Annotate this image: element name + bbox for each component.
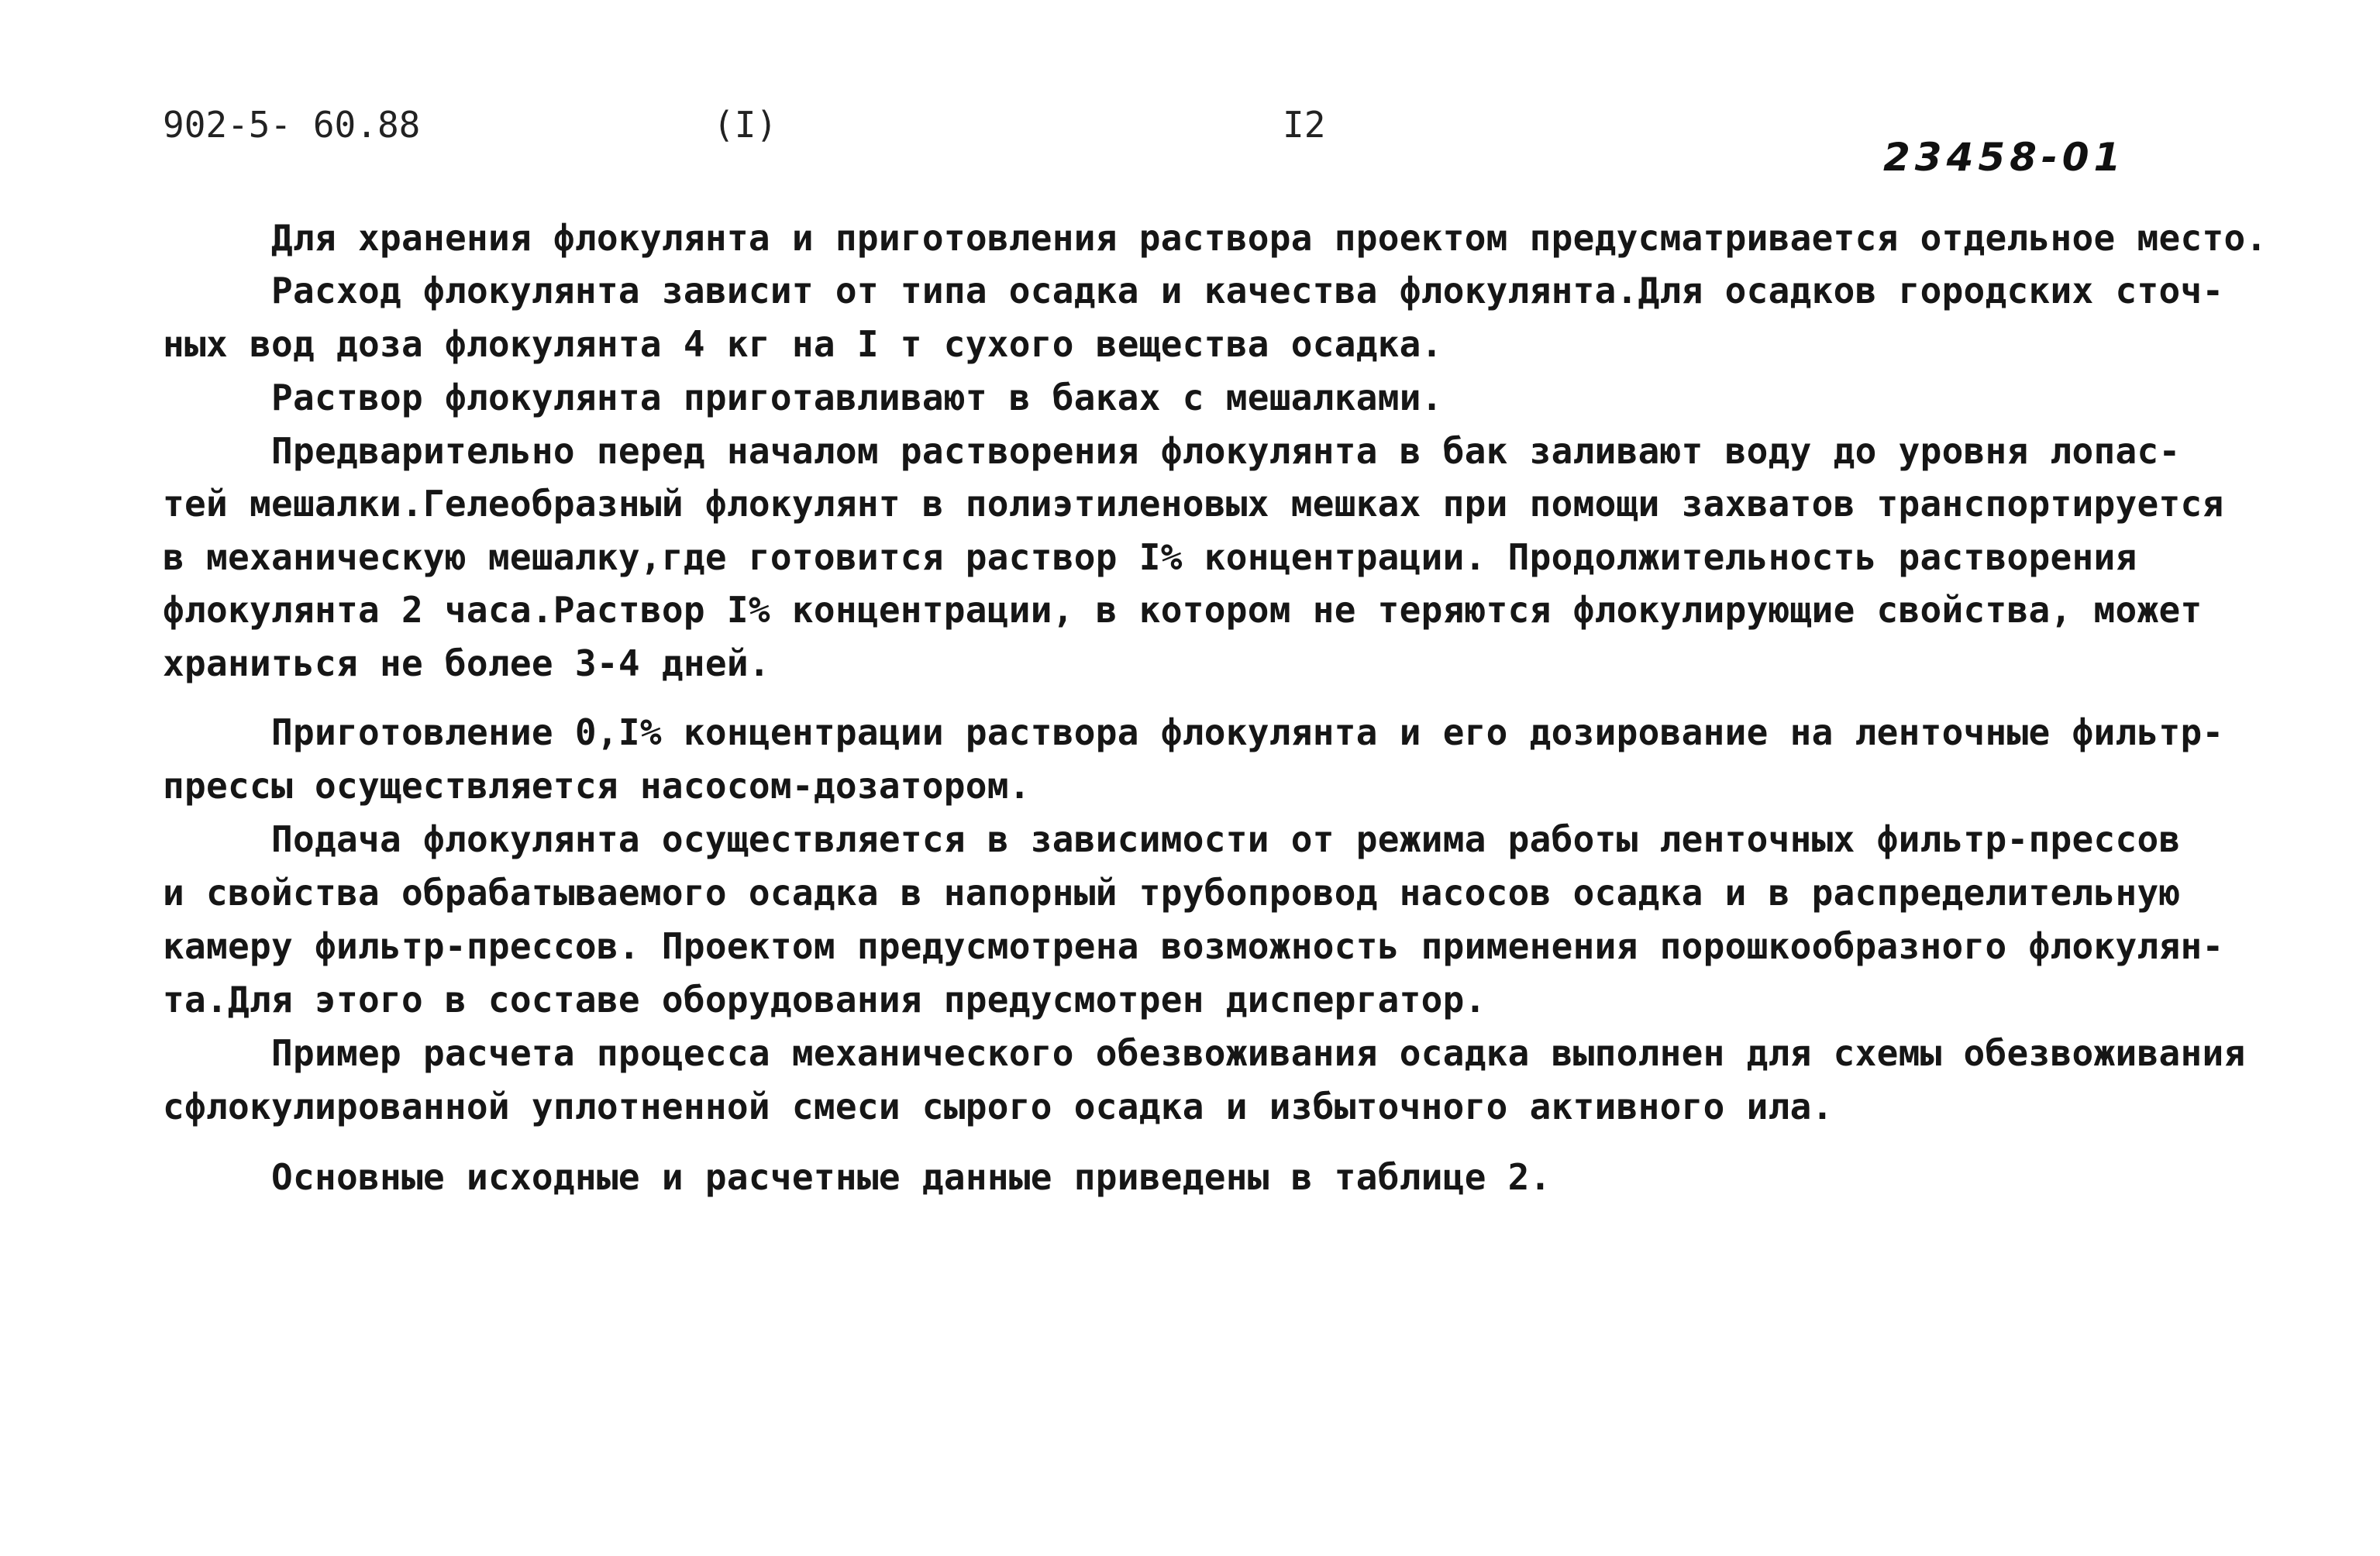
text-line-1: Для хранения флокулянта и приготовления раствора проектом предусматривается отдельное место. bbox=[271, 217, 2268, 259]
text-line-18: Основные исходные и расчетные данные приведены в таблице 2. bbox=[271, 1156, 1552, 1198]
text-line-15: та.Для этого в составе оборудования предусмотрен диспергатор. bbox=[163, 979, 1486, 1021]
text-line-3: ных вод доза флокулянта 4 кг на I т сухого вещества осадка. bbox=[163, 323, 1443, 365]
handwritten-stamp-number: 23458-01 bbox=[1883, 135, 2126, 180]
text-line-5: Предварительно перед началом растворения флокулянта в бак заливают воду до уровня лопас- bbox=[271, 430, 2181, 472]
text-line-16: Пример расчета процесса механического обезвоживания осадка выполнен для схемы обезвоживания bbox=[271, 1032, 2246, 1074]
part-label: (I) bbox=[713, 104, 778, 146]
text-line-17: сфлокулированной уплотненной смеси сырого осадка и избыточного активного ила. bbox=[163, 1086, 1834, 1127]
text-line-2: Расход флокулянта зависит от типа осадка и качества флокулянта.Для осадков городских сточ- bbox=[271, 270, 2224, 312]
text-line-10: Приготовление 0,I% концентрации раствора флокулянта и его дозирование на ленточные фильтр- bbox=[271, 711, 2224, 753]
document-code: 902-5- 60.88 bbox=[163, 104, 421, 146]
text-line-8: флокулянта 2 часа.Раствор I% концентрации, в котором не теряются флокулирующие свойства, может bbox=[163, 589, 2203, 631]
text-line-14: камеру фильтр-прессов. Проектом предусмотрена возможность применения порошкообразного флокулян- bbox=[163, 925, 2224, 967]
text-line-9: храниться не более 3-4 дней. bbox=[163, 642, 770, 684]
page-number: I2 bbox=[1283, 104, 1326, 146]
text-line-7: в механическую мешалку,где готовится раствор I% концентрации. Продолжительность растворения bbox=[163, 536, 2137, 578]
text-line-4: Раствор флокулянта приготавливают в баках с мешалками. bbox=[271, 377, 1443, 418]
text-line-12: Подача флокулянта осуществляется в зависимости от режима работы ленточных фильтр-прессов bbox=[271, 818, 2181, 860]
text-line-11: прессы осуществляется насосом-дозатором. bbox=[163, 765, 1031, 807]
text-line-13: и свойства обрабатываемого осадка в напорный трубопровод насосов осадка и в распределительную bbox=[163, 872, 2181, 914]
text-line-6: тей мешалки.Гелеобразный флокулянт в полиэтиленовых мешках при помощи захватов транспортируется bbox=[163, 483, 2224, 525]
